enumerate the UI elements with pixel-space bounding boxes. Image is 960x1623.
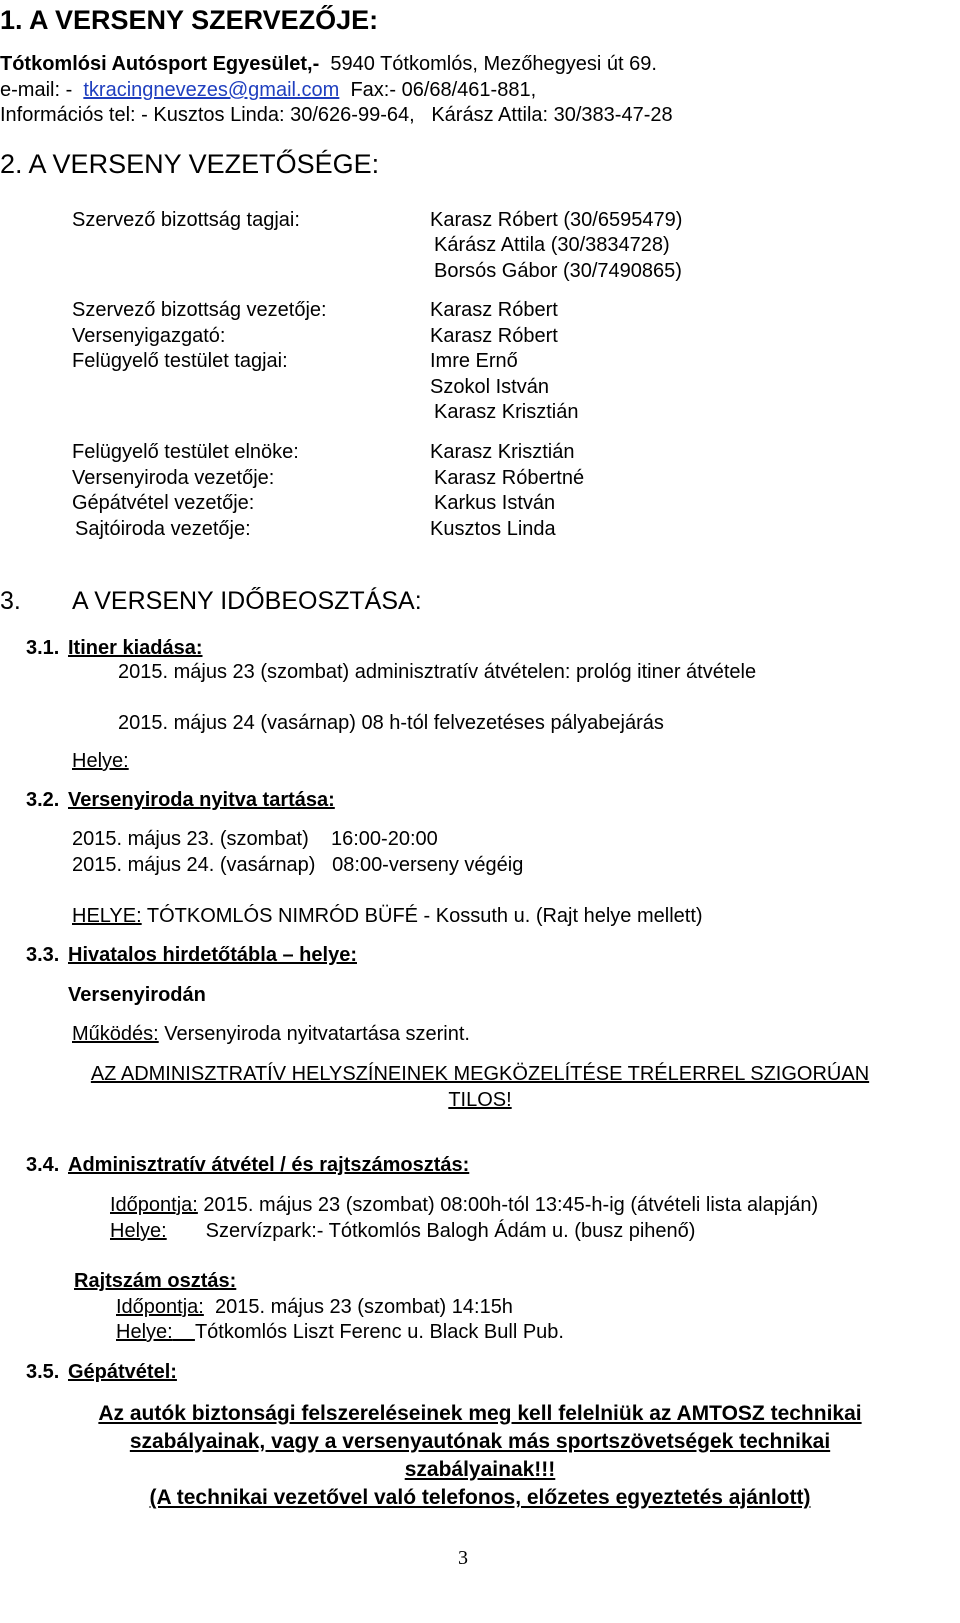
tech-notice-line-1: Az autók biztonsági felszereléseinek meg kell felelniük az AMTOSZ technikai xyxy=(98,1402,862,1425)
s34-time-label: Időpontja: xyxy=(110,1194,198,1216)
s35-number: 3.5. xyxy=(26,1361,60,1383)
s34-place-line xyxy=(110,1219,695,1243)
value-steward-3: Karasz Krisztián xyxy=(434,401,579,423)
s35-title: Gépátvétel: xyxy=(68,1361,177,1383)
value-steward-1: Imre Ernő xyxy=(430,350,518,372)
s31-line-2: 2015. május 24 (vasárnap) 08 h-tól felvezetéses pályabejárás xyxy=(118,712,664,734)
s33-operation-line xyxy=(72,1022,470,1046)
value-steward-2: Szokol István xyxy=(430,376,549,398)
value-scrutineering-head: Karkus István xyxy=(434,492,556,514)
s32-line-1: 2015. május 23. (szombat) 16:00-20:00 xyxy=(72,828,438,850)
label-press-head: Sajtóiroda vezetője: xyxy=(75,518,251,540)
number-distribution-place-line xyxy=(116,1320,564,1344)
number-distribution-place: Tótkomlós Liszt Ferenc u. Black Bull Pub. xyxy=(194,1321,564,1343)
email-label: e-mail: - xyxy=(0,79,73,101)
section-3-heading: A VERSENY IDŐBEOSZTÁSA: xyxy=(72,587,422,615)
label-stewards-chair: Felügyelő testület elnöke: xyxy=(72,441,299,463)
s34-time-line xyxy=(110,1193,818,1217)
s34-time: 2015. május 23 (szombat) 08:00h-tól 13:45-h-ig (átvételi lista alapján) xyxy=(203,1194,819,1216)
organizer-address: 5940 Tótkomlós, Mezőhegyesi út 69. xyxy=(330,53,657,75)
trailer-warning-line-1: AZ ADMINISZTRATÍV HELYSZÍNEINEK MEGKÖZELÍTÉSE TRÉLERREL SZIGORÚAN xyxy=(90,1063,870,1085)
value-press-head: Kusztos Linda xyxy=(430,518,556,540)
s31-title: Itiner kiadása: xyxy=(68,637,203,659)
label-scrutineering-head: Gépátvétel vezetője: xyxy=(72,492,255,514)
s34-number: 3.4. xyxy=(26,1154,60,1176)
value-committee-member-3: Borsós Gábor (30/7490865) xyxy=(434,260,682,282)
trailer-warning-line-2: TILOS! xyxy=(448,1089,512,1111)
value-office-head: Karasz Róbertné xyxy=(434,467,585,489)
contact-line xyxy=(0,78,536,102)
s33-operation-label: Működés: xyxy=(72,1023,159,1045)
s33-operation: Versenyiroda nyitvatartása szerint. xyxy=(164,1023,470,1045)
value-committee-member-1: Karasz Róbert (30/6595479) xyxy=(430,209,683,231)
s32-place-label: HELYE: xyxy=(72,905,142,927)
s33-number: 3.3. xyxy=(26,944,60,966)
section-3-number: 3. xyxy=(0,587,21,615)
section-1-heading: 1. A VERSENY SZERVEZŐJE: xyxy=(0,5,379,35)
s31-number: 3.1. xyxy=(26,637,60,659)
label-committee-members: Szervező bizottság tagjai: xyxy=(72,209,300,231)
number-distribution-time-line xyxy=(116,1295,513,1319)
number-distribution-time: 2015. május 23 (szombat) 14:15h xyxy=(214,1296,513,1318)
tech-notice-line-3: szabályainak!!! xyxy=(404,1458,556,1481)
s34-title: Adminisztratív átvétel / és rajtszámosztás: xyxy=(68,1154,470,1176)
s31-line-1: 2015. május 23 (szombat) adminisztratív átvételen: prológ itiner átvétele xyxy=(118,661,757,683)
s33-place: Versenyirodán xyxy=(68,984,206,1006)
fax-number: Fax:- 06/68/461-881, xyxy=(350,79,537,101)
section-2-heading: 2. A VERSENY VEZETŐSÉGE: xyxy=(0,149,380,179)
s32-line-2: 2015. május 24. (vasárnap) 08:00-verseny végéig xyxy=(72,854,524,876)
value-stewards-chair: Karasz Krisztián xyxy=(430,441,575,463)
tech-notice-line-4: (A technikai vezetővel való telefonos, előzetes egyeztetés ajánlott) xyxy=(149,1486,811,1509)
page-number: 3 xyxy=(458,1547,468,1569)
value-race-director: Karasz Róbert xyxy=(430,325,558,347)
label-race-director: Versenyigazgató: xyxy=(72,325,226,347)
s32-number: 3.2. xyxy=(26,789,60,811)
tech-notice-line-2: szabályainak, vagy a versenyautónak más sportszövetségek technikai xyxy=(129,1430,831,1453)
label-stewards: Felügyelő testület tagjai: xyxy=(72,350,288,372)
email-link[interactable]: tkracingnevezes@gmail.com xyxy=(83,79,340,101)
s32-place: TÓTKOMLÓS NIMRÓD BÜFÉ - Kossuth u. (Rajt helye mellett) xyxy=(146,905,703,927)
number-distribution-place-label: Helye: xyxy=(116,1321,173,1343)
number-distribution-time-label: Időpontja: xyxy=(116,1296,204,1318)
s34-place-label: Helye: xyxy=(110,1220,167,1242)
s32-title: Versenyiroda nyitva tartása: xyxy=(68,789,335,811)
info-line xyxy=(0,103,673,127)
value-committee-head: Karasz Róbert xyxy=(430,299,558,321)
organizer-line xyxy=(0,52,657,76)
label-committee-head: Szervező bizottság vezetője: xyxy=(72,299,327,321)
s33-title: Hivatalos hirdetőtábla – helye: xyxy=(68,944,357,966)
organizer-name: Tótkomlósi Autósport Egyesület,- xyxy=(0,53,320,75)
value-committee-member-2: Kárász Attila (30/3834728) xyxy=(434,234,670,256)
s31-place-label: Helye: xyxy=(72,750,129,772)
info-phone: Információs tel: - Kusztos Linda: 30/626-99-64, xyxy=(0,104,415,126)
s34-place: Szervízpark:- Tótkomlós Balogh Ádám u. (busz pihenő) xyxy=(205,1220,696,1242)
info-phone-2: Kárász Attila: 30/383-47-28 xyxy=(431,104,673,126)
label-office-head: Versenyiroda vezetője: xyxy=(72,467,275,489)
s32-place-line xyxy=(72,904,703,928)
number-distribution-title: Rajtszám osztás: xyxy=(74,1270,237,1292)
